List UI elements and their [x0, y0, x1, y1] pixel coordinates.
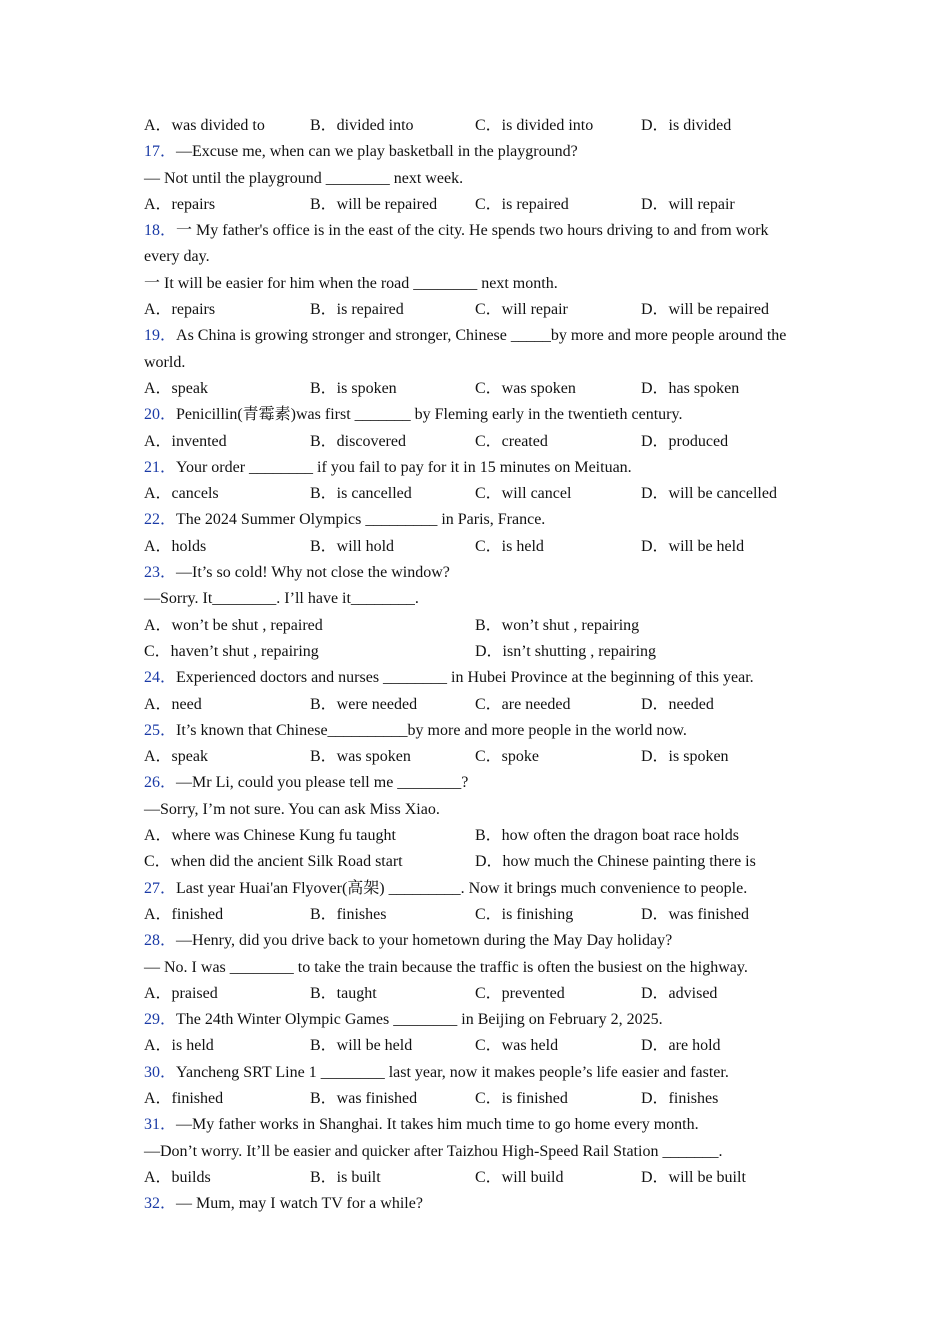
question-stem	[144, 139, 804, 165]
answer-option[interactable]: A．won’t be shut , repaired	[144, 616, 323, 634]
answer-option[interactable]: C．will cancel	[475, 485, 572, 503]
options-row	[144, 113, 804, 139]
answer-option[interactable]: B．will be repaired	[310, 195, 438, 213]
answer-option[interactable]: D．will be cancelled	[641, 485, 777, 503]
answer-option[interactable]: A．cancels	[144, 485, 219, 503]
question-number: 18．	[144, 222, 177, 240]
answer-option[interactable]: A．repairs	[144, 301, 216, 319]
question-number: 20．	[144, 406, 177, 424]
question-line	[144, 1139, 804, 1165]
question-line	[144, 955, 804, 981]
question-text: — Mum, may I watch TV for a while?	[176, 1195, 423, 1213]
answer-option[interactable]: D．was finished	[641, 905, 749, 923]
answer-option[interactable]: B．how often the dragon boat race holds	[475, 827, 739, 845]
answer-option[interactable]: A．is held	[144, 1037, 214, 1055]
question-text: —Sorry, I’m not sure. You can ask Miss Xiao.	[144, 800, 440, 818]
answer-option[interactable]: A．repairs	[144, 195, 216, 213]
question-text: Experienced doctors and nurses ________ in Hubei Province at the beginning of this year.	[176, 669, 754, 687]
question-stem	[144, 455, 804, 481]
answer-option[interactable]: D．will repair	[641, 195, 735, 213]
answer-option[interactable]: B．taught	[310, 984, 377, 1002]
question-number: 31．	[144, 1116, 177, 1134]
answer-option[interactable]: D．is spoken	[641, 748, 729, 766]
question-stem	[144, 218, 804, 271]
question-number: 25．	[144, 721, 177, 739]
question-stem	[144, 718, 804, 744]
answer-option[interactable]: A．need	[144, 695, 202, 713]
answer-option[interactable]: A．finished	[144, 1089, 224, 1107]
answer-option[interactable]: C．will build	[475, 1168, 564, 1186]
options-row	[144, 534, 804, 560]
question-text: 一 It will be easier for him when the road ________ next month.	[144, 274, 558, 292]
answer-option[interactable]: A．builds	[144, 1168, 211, 1186]
answer-option[interactable]: B．discovered	[310, 432, 406, 450]
question-text: The 2024 Summer Olympics _________ in Paris, France.	[176, 511, 546, 529]
answer-option[interactable]: C．was held	[475, 1037, 559, 1055]
question-text: —It’s so cold! Why not close the window?	[176, 564, 450, 582]
answer-option[interactable]: B．is spoken	[310, 379, 397, 397]
question-stem	[144, 770, 804, 796]
answer-option[interactable]: D．produced	[641, 432, 729, 450]
question-text: —Sorry. It________. I’ll have it________.	[144, 590, 419, 608]
answer-option[interactable]: D．will be built	[641, 1168, 746, 1186]
question-stem	[144, 402, 804, 428]
answer-option[interactable]: D．is divided	[641, 117, 732, 134]
answer-option[interactable]: D．will be held	[641, 537, 745, 555]
question-text: 一 My father's office is in the east of the city. He spends two hours driving to and from work every day.	[144, 222, 769, 266]
question-stem	[144, 1060, 804, 1086]
question-text: —Henry, did you drive back to your hometown during the May Day holiday?	[176, 932, 673, 950]
options-row	[144, 981, 804, 1007]
options-row	[144, 823, 804, 849]
answer-option[interactable]: A．invented	[144, 432, 227, 450]
answer-option[interactable]: C．was spoken	[475, 379, 576, 397]
question-number: 22．	[144, 511, 177, 529]
answer-option[interactable]: C．is finished	[475, 1089, 568, 1107]
answer-option[interactable]: C．when did the ancient Silk Road start	[144, 853, 403, 871]
question-number: 23．	[144, 564, 177, 582]
answer-option[interactable]: C．spoke	[475, 748, 540, 766]
question-text: The 24th Winter Olympic Games ________ in Beijing on February 2, 2025.	[176, 1011, 663, 1029]
answer-option[interactable]: C．are needed	[475, 695, 571, 713]
question-stem	[144, 1112, 804, 1138]
question-stem	[144, 323, 804, 376]
question-text: It’s known that Chinese__________by more and more people in the world now.	[176, 721, 687, 739]
answer-option[interactable]: D．are hold	[641, 1037, 721, 1055]
answer-option[interactable]: B．is built	[310, 1168, 381, 1186]
question-text: —Mr Li, could you please tell me ________?	[176, 774, 469, 792]
question-number: 17．	[144, 143, 177, 161]
answer-option[interactable]: B．will hold	[310, 537, 395, 555]
answer-option[interactable]: C．is held	[475, 537, 544, 555]
answer-option[interactable]: A．finished	[144, 905, 224, 923]
question-number: 26．	[144, 774, 177, 792]
answer-option[interactable]: B．finishes	[310, 905, 387, 923]
question-stem	[144, 928, 804, 954]
options-row	[144, 1165, 804, 1191]
answer-option[interactable]: A．speak	[144, 748, 208, 766]
question-number: 29．	[144, 1011, 177, 1029]
answer-option[interactable]: C．haven’t shut , repairing	[144, 642, 319, 660]
options-row	[144, 692, 804, 718]
options-row	[144, 1033, 804, 1059]
question-text: — No. I was ________ to take the train because the traffic is often the busiest on the highway.	[144, 958, 748, 976]
answer-option[interactable]: D．how much the Chinese painting there is	[475, 853, 756, 871]
question-number: 27．	[144, 879, 177, 897]
options-row	[144, 1086, 804, 1112]
question-number: 28．	[144, 932, 177, 950]
answer-option[interactable]: D．needed	[641, 695, 714, 713]
question-line	[144, 166, 804, 192]
question-stem	[144, 560, 804, 586]
answer-option[interactable]: B．won’t shut , repairing	[475, 616, 640, 634]
question-text: —My father works in Shanghai. It takes him much time to go home every month.	[176, 1116, 699, 1134]
answer-option[interactable]: B．were needed	[310, 695, 418, 713]
answer-option[interactable]: A．where was Chinese Kung fu taught	[144, 827, 396, 845]
question-number: 19．	[144, 327, 177, 345]
answer-option[interactable]: A．holds	[144, 537, 207, 555]
answer-option[interactable]: D．finishes	[641, 1089, 719, 1107]
question-stem	[144, 1191, 804, 1217]
question-text: —Don’t worry. It’ll be easier and quicker after Taizhou High-Speed Rail Station _______.	[144, 1142, 723, 1160]
question-stem	[144, 507, 804, 533]
question-text: Your order ________ if you fail to pay for it in 15 minutes on Meituan.	[176, 458, 632, 476]
options-row	[144, 429, 804, 455]
options-row	[144, 613, 804, 639]
answer-option[interactable]: B．divided into	[310, 117, 414, 134]
answer-option[interactable]: C．created	[475, 432, 548, 450]
question-text: As China is growing stronger and stronger, Chinese _____by more and more people around the world.	[144, 327, 787, 371]
answer-option[interactable]: C．prevented	[475, 984, 565, 1002]
answer-option[interactable]: C．is repaired	[475, 195, 569, 213]
answer-option[interactable]: C．will repair	[475, 301, 568, 319]
answer-option[interactable]: D．will be repaired	[641, 301, 769, 319]
options-row	[144, 376, 804, 402]
answer-option[interactable]: B．was spoken	[310, 748, 411, 766]
question-line	[144, 271, 804, 297]
answer-option[interactable]: A．speak	[144, 379, 208, 397]
options-row	[144, 192, 804, 218]
question-number: 21．	[144, 458, 177, 476]
answer-option[interactable]: C．is divided into	[475, 117, 594, 134]
options-row	[144, 902, 804, 928]
options-row	[144, 481, 804, 507]
question-stem	[144, 1007, 804, 1033]
question-line	[144, 586, 804, 612]
exam-page	[144, 113, 804, 1217]
question-text: Penicillin(青霉素)was first _______ by Fleming early in the twentieth century.	[176, 406, 683, 424]
options-row	[144, 849, 804, 875]
question-number: 24．	[144, 669, 177, 687]
answer-option[interactable]: D．isn’t shutting , repairing	[475, 642, 657, 660]
question-text: —Excuse me, when can we play basketball in the playground?	[176, 143, 578, 161]
options-row	[144, 639, 804, 665]
question-text: Last year Huai'an Flyover(高架) _________. Now it brings much convenience to people.	[176, 879, 748, 897]
answer-option[interactable]: B．is repaired	[310, 301, 404, 319]
question-stem	[144, 665, 804, 691]
question-stem	[144, 876, 804, 902]
options-row	[144, 297, 804, 323]
answer-option[interactable]: B．is cancelled	[310, 485, 412, 503]
answer-option[interactable]: C．is finishing	[475, 905, 574, 923]
answer-option[interactable]: D．has spoken	[641, 379, 740, 397]
answer-option[interactable]: A．praised	[144, 984, 218, 1002]
question-number: 32．	[144, 1195, 177, 1213]
question-number: 30．	[144, 1063, 177, 1081]
answer-option[interactable]: D．advised	[641, 984, 718, 1002]
question-line	[144, 797, 804, 823]
answer-option[interactable]: B．will be held	[310, 1037, 413, 1055]
answer-option[interactable]: B．was finished	[310, 1089, 418, 1107]
question-text: — Not until the playground ________ next week.	[144, 169, 464, 187]
options-row	[144, 744, 804, 770]
question-text: Yancheng SRT Line 1 ________ last year, now it makes people’s life easier and faster.	[176, 1063, 729, 1081]
answer-option[interactable]: A．was divided to	[144, 117, 265, 134]
